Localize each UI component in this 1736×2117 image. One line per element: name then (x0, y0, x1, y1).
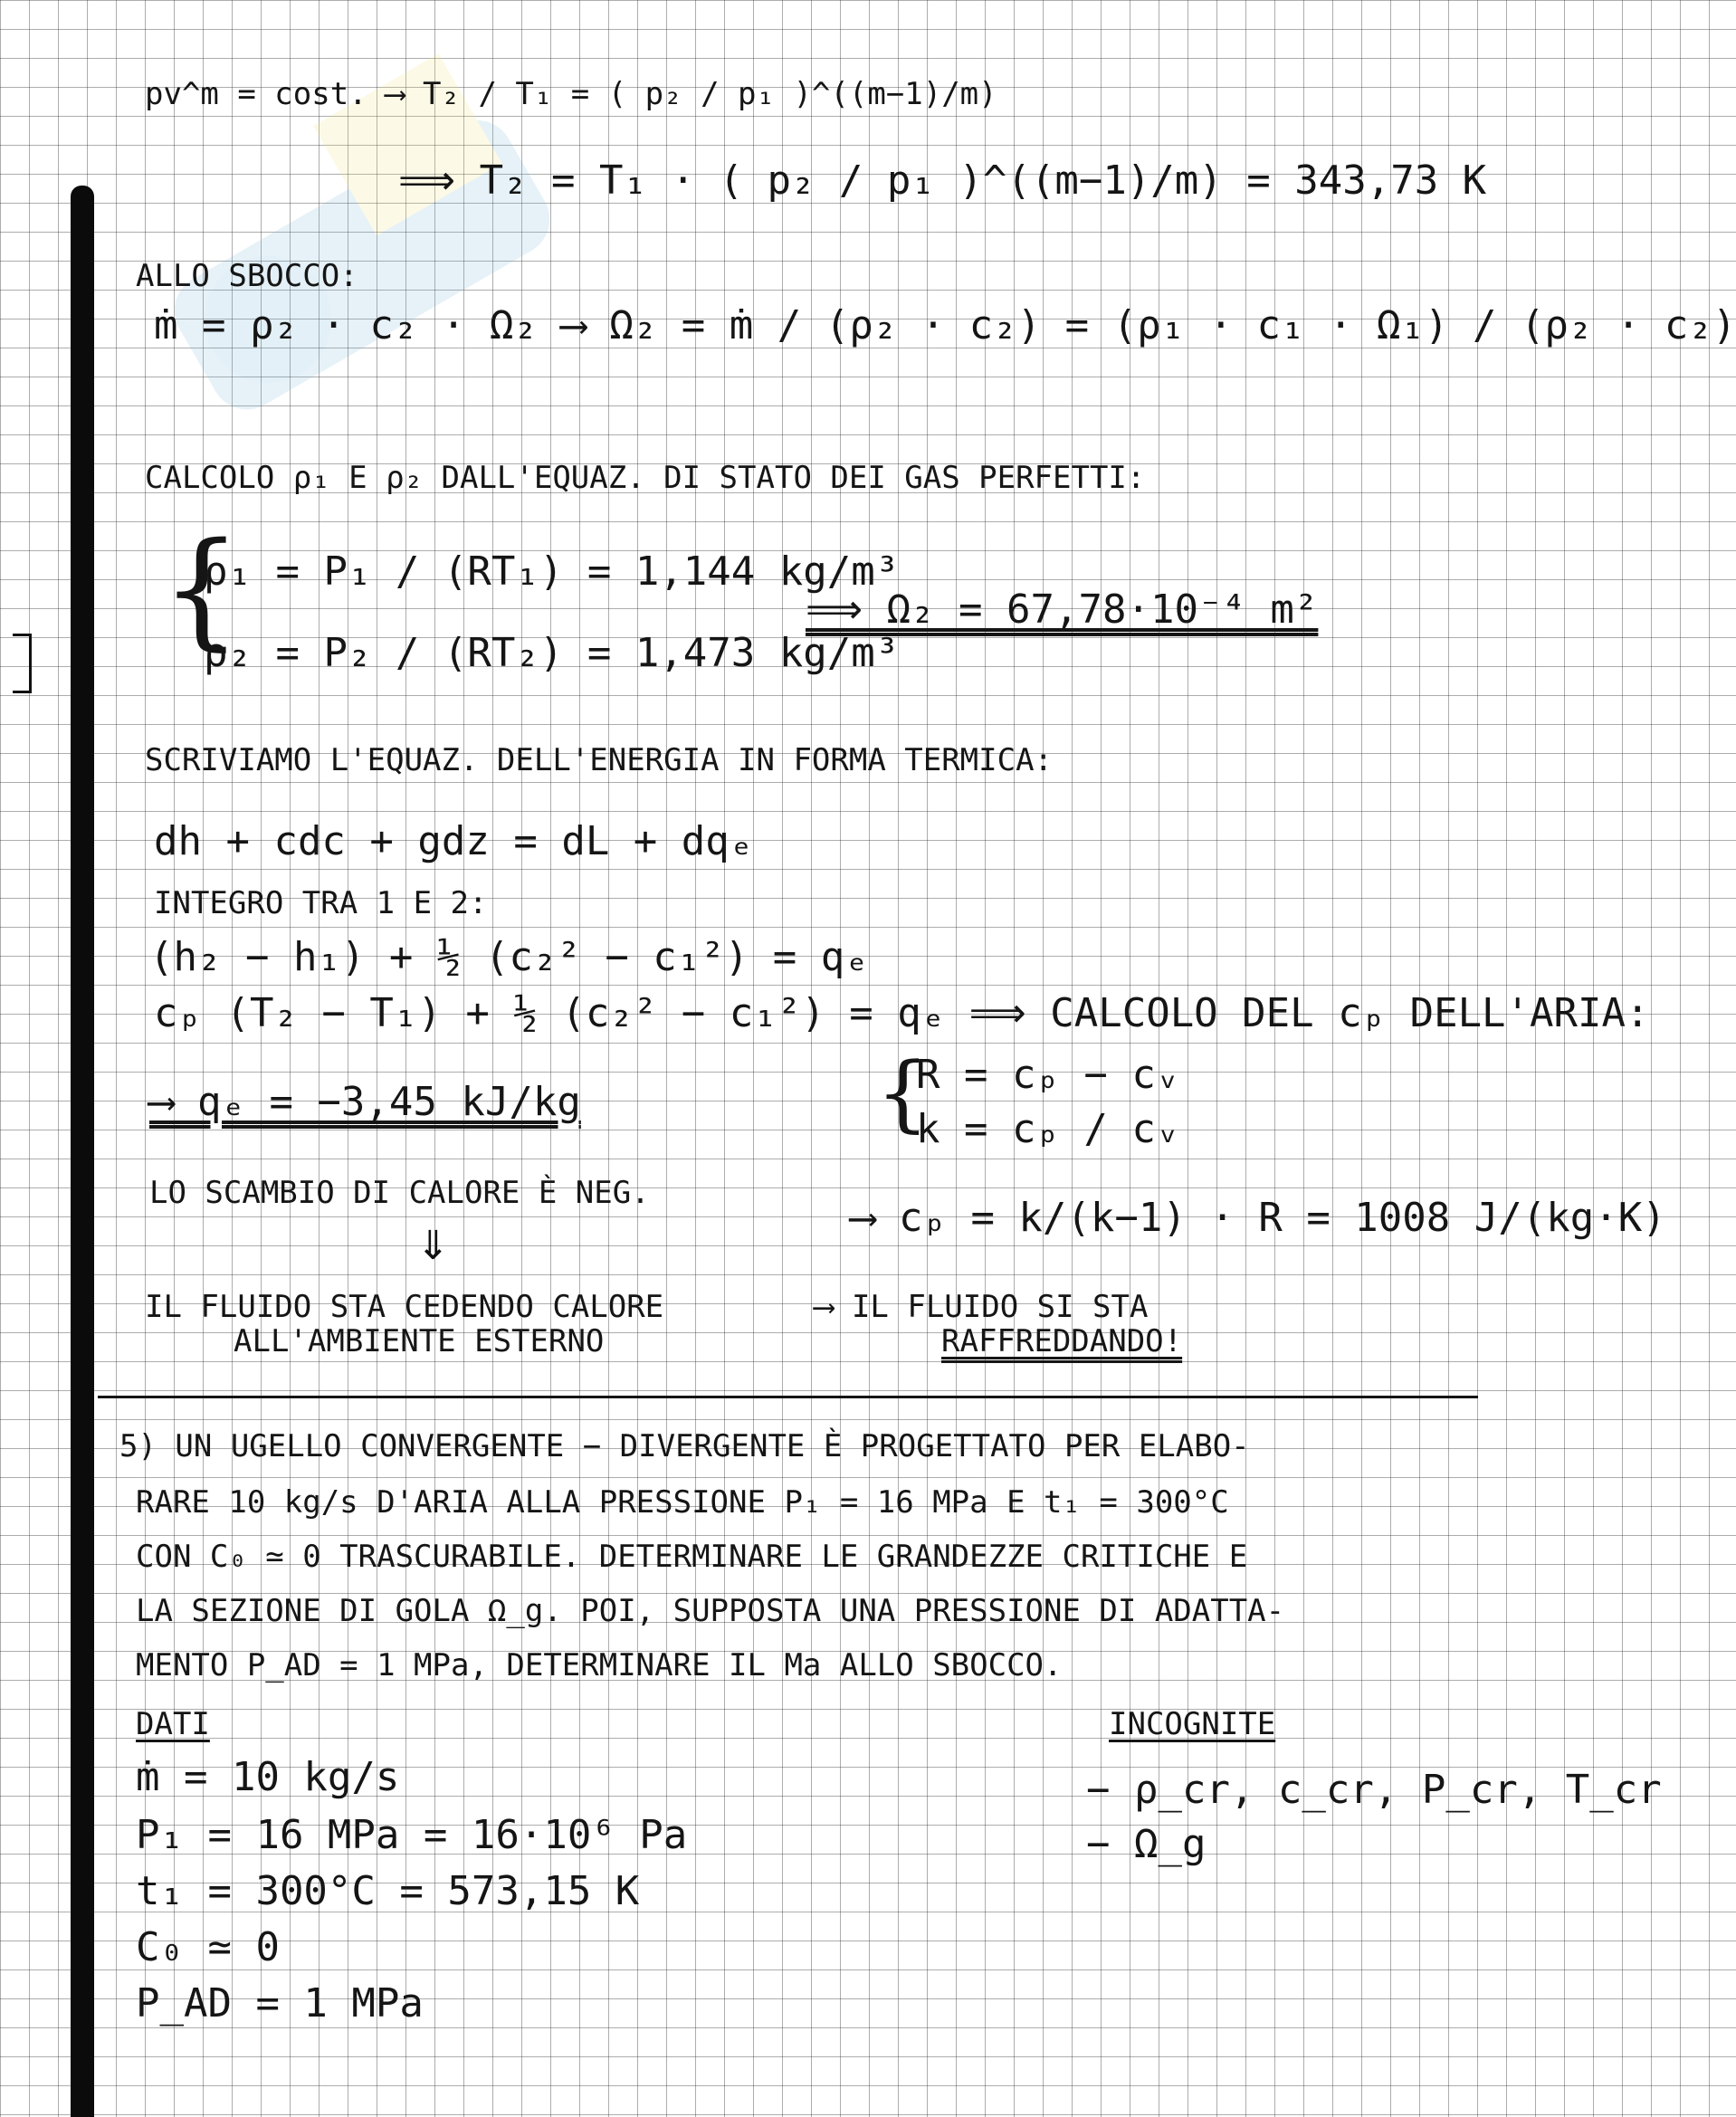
dati-velocity: C₀ ≃ 0 (136, 1924, 280, 1970)
problem5-line-4: LA SEZIONE DI GOLA Ω_g. POI, SUPPOSTA UNA PRESSIONE DI ADATTA- (136, 1593, 1285, 1629)
note-heading-allo-sbocco: ALLO SBOCCO: (136, 258, 358, 294)
down-arrow-icon: ⇓ (416, 1223, 450, 1269)
problem5-line-1: 5) UN UGELLO CONVERGENTE − DIVERGENTE È PROGETTATO PER ELABO- (119, 1428, 1250, 1464)
incognite-heading: INCOGNITE (1109, 1706, 1276, 1742)
note-line-integral: (h₂ − h₁) + ½ (c₂² − c₁²) = qₑ (149, 934, 869, 980)
margin-bracket (13, 634, 32, 693)
note-line-energy-diff: dh + cdc + gdz = dL + dqₑ (154, 818, 754, 864)
note-line-k-relation: k = cₚ / cᵥ (916, 1106, 1180, 1152)
dati-temperature: t₁ = 300°C = 573,15 K (136, 1868, 640, 1914)
dati-mass-flow: ṁ = 10 kg/s (136, 1754, 400, 1800)
note-line-rho1: ρ₁ = P₁ / (RT₁) = 1,144 kg/m³ (204, 548, 900, 595)
dati-pressure: P₁ = 16 MPa = 16·10⁶ Pa (136, 1812, 688, 1858)
note-line-r-relation: R = cₚ − cᵥ (916, 1052, 1180, 1098)
note-line-scambio: LO SCAMBIO DI CALORE È NEG. (149, 1175, 650, 1211)
notebook-binding (71, 186, 94, 2117)
system-brace-small: { (876, 1044, 930, 1141)
dati-heading: DATI (136, 1706, 210, 1742)
note-line-1: pv^m = cost. ⟶ T₂ / T₁ = ( p₂ / p₁ )^((m−1)/m) (145, 76, 997, 112)
section-divider (98, 1396, 1478, 1398)
incognite-critical: − ρ_cr, c_cr, P_cr, T_cr (1086, 1767, 1662, 1813)
note-line-2: ⟹ T₂ = T₁ · ( p₂ / p₁ )^((m−1)/m) = 343,73 K (398, 157, 1487, 204)
system-brace: { (161, 516, 243, 663)
note-line-fluido-1: IL FLUIDO STA CEDENDO CALORE (145, 1289, 664, 1325)
dati-adaptation-pressure: P_AD = 1 MPa (136, 1980, 424, 2026)
note-heading-calcolo-densita: CALCOLO ρ₁ E ρ₂ DALL'EQUAZ. DI STATO DEI GAS PERFETTI: (145, 460, 1146, 496)
note-result-qe: ⟶ qₑ = −3,45 kJ/kg (149, 1079, 581, 1125)
note-line-cp-equation: cₚ (T₂ − T₁) + ½ (c₂² − c₁²) = qₑ ⟹ CALCOLO DEL cₚ DELL'ARIA: (154, 990, 1650, 1036)
note-line-integro: INTEGRO TRA 1 E 2: (154, 885, 488, 921)
problem5-line-2: RARE 10 kg/s D'ARIA ALLA PRESSIONE P₁ = 16 MPa E t₁ = 300°C (136, 1484, 1229, 1521)
note-line-cp-result: ⟶ cₚ = k/(k−1) · R = 1008 J/(kg·K) (851, 1195, 1666, 1241)
note-line-fluido-2: ALL'AMBIENTE ESTERNO (234, 1323, 605, 1359)
note-line-conclusion-1: ⟶ IL FLUIDO SI STA (815, 1289, 1149, 1325)
note-line-conclusion-2: RAFFREDDANDO! (941, 1323, 1183, 1359)
incognite-throat: − Ω_g (1086, 1821, 1207, 1867)
problem5-line-5: MENTO P_AD = 1 MPa, DETERMINARE IL Ma ALLO SBOCCO. (136, 1647, 1063, 1683)
note-heading-energia: SCRIVIAMO L'EQUAZ. DELL'ENERGIA IN FORMA TERMICA: (145, 742, 1054, 778)
note-line-rho2: ρ₂ = P₂ / (RT₂) = 1,473 kg/m³ (204, 630, 900, 676)
problem5-line-3: CON C₀ ≃ 0 TRASCURABILE. DETERMINARE LE GRANDEZZE CRITICHE E (136, 1539, 1248, 1575)
note-result-omega2: ⟹ Ω₂ = 67,78·10⁻⁴ m² (806, 586, 1319, 633)
note-line-mass-flow: ṁ = ρ₂ · c₂ · Ω₂ ⟶ Ω₂ = ṁ / (ρ₂ · c₂) = (ρ₁ · c₁ · Ω₁) / (ρ₂ · c₂) (154, 302, 1736, 348)
